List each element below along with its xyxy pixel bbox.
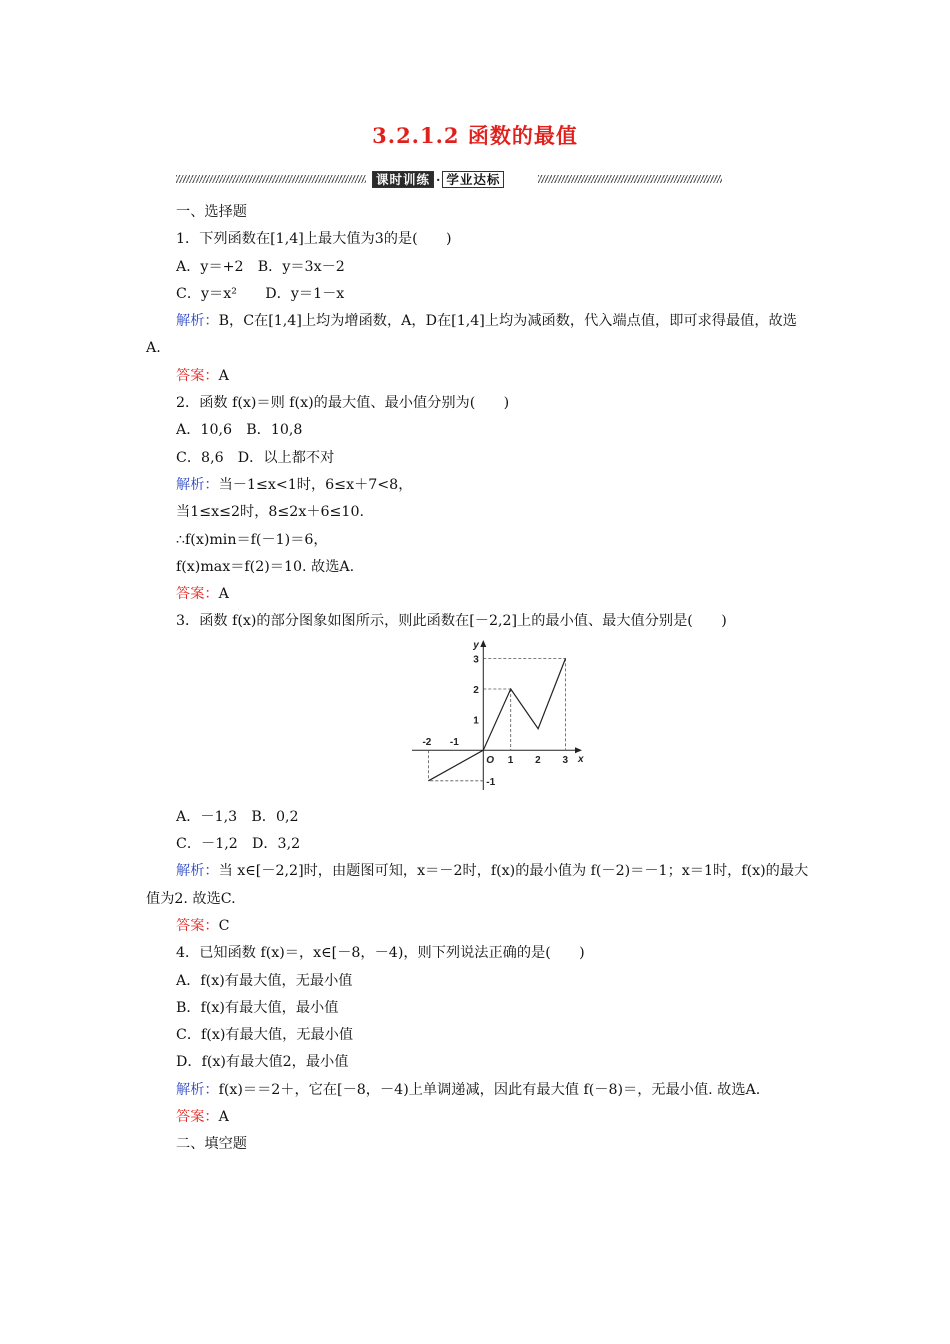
analysis-label: 解析： — [176, 476, 219, 493]
question-4: 4．已知函数 f(x)＝，x∈[－8，－4)，则下列说法正确的是( ) — [176, 945, 585, 962]
function-graph-svg — [412, 640, 582, 790]
banner-tag-lesson: 课时训练 — [372, 171, 434, 188]
answer-text: A — [218, 586, 229, 603]
banner-dot: · — [436, 171, 441, 187]
q3-options-cd: C．－1,2 D．3,2 — [176, 836, 301, 853]
answer-label: 答案： — [176, 367, 219, 384]
answer-label: 答案： — [176, 917, 219, 934]
q1-options-ab: A．y＝+2 B．y＝3x－2 — [176, 258, 345, 275]
x-tick-label: -1 — [449, 736, 459, 748]
section-heading: 一、选择题 — [176, 204, 247, 220]
banner-hatch-right — [538, 175, 722, 183]
x-tick-label: 3 — [562, 754, 569, 766]
x-axis-arrow — [575, 747, 582, 753]
function-graph — [146, 640, 810, 796]
answer-text: A — [218, 1109, 229, 1126]
q2-options-ab: A．10,6 B．10,8 — [176, 422, 303, 439]
x-tick-label: 1 — [507, 754, 514, 766]
q3-options-ab: A．－1,3 B．0,2 — [176, 808, 299, 825]
analysis-text: 当－1≤x<1时，6≤x＋7<8， — [218, 476, 413, 493]
q3-answer — [146, 913, 810, 940]
banner-tag-standard: 学业达标 — [442, 171, 504, 188]
x-tick-label: -2 — [422, 736, 432, 748]
question-3: 3．函数 f(x)的部分图象如图所示，则此函数在[－2,2]上的最小值、最大值分别是( ) — [176, 613, 727, 630]
q2-analysis-line-3: ∴f(x)min＝f(－1)＝6， — [176, 531, 328, 548]
q4-option-c: C．f(x)有最大值，无最小值 — [176, 1027, 354, 1044]
banner-tag — [372, 170, 504, 188]
y-tick-label: 1 — [473, 715, 479, 727]
q2-analysis — [146, 472, 810, 499]
q1-answer — [146, 363, 810, 390]
q4-option-a: A．f(x)有最大值，无最小值 — [176, 972, 353, 989]
x-tick-label: 2 — [535, 754, 541, 766]
question-2: 2．函数 f(x)＝则 f(x)的最大值、最小值分别为( ) — [176, 395, 510, 412]
answer-text: C — [218, 917, 230, 934]
question-1: 1．下列函数在[1,4]上最大值为3的是( ) — [176, 231, 452, 248]
y-tick-label: -1 — [486, 776, 496, 788]
q2-analysis-line-4: f(x)max＝f(2)＝10. 故选A. — [176, 558, 355, 575]
exercise-content — [146, 199, 810, 1159]
analysis-text: f(x)＝＝2＋，它在[－8，－4)上单调递减，因此有最大值 f(－8)＝，无最小值. 故选A. — [218, 1081, 761, 1098]
y-axis-label: y — [473, 639, 479, 651]
q2-analysis-line-2: 当1≤x≤2时，8≤2x＋6≤10. — [176, 504, 364, 521]
answer-label: 答案： — [176, 586, 219, 603]
q1-analysis — [146, 308, 810, 363]
y-axis-arrow — [480, 640, 486, 647]
analysis-text: 当 x∈[－2,2]时，由题图可知，x＝－2时，f(x)的最小值为 f(－2)＝－1；x＝1时，f(x)的最大值为2. 故选C. — [146, 863, 809, 907]
section-banner — [176, 170, 722, 188]
origin-label: O — [486, 754, 495, 766]
q4-option-d: D．f(x)有最大值2，最小值 — [176, 1054, 349, 1071]
banner-hatch-left — [176, 175, 366, 183]
q4-option-b: B．f(x)有最大值，最小值 — [176, 999, 339, 1016]
y-tick-label: 3 — [473, 654, 479, 666]
q4-answer — [146, 1104, 810, 1131]
analysis-label: 解析： — [176, 863, 219, 880]
q3-analysis — [146, 858, 810, 913]
analysis-text: B，C在[1,4]上均为增函数，A，D在[1,4]上均为减函数，代入端点值，即可求得最值，故选A. — [146, 313, 797, 357]
section-heading-2: 二、填空题 — [176, 1136, 247, 1153]
q4-analysis — [146, 1077, 810, 1104]
page-title: 3.2.1.2 函数的最值 — [372, 123, 578, 148]
q2-answer — [146, 581, 810, 608]
q2-options-cd: C．8,6 D．以上都不对 — [176, 449, 335, 466]
x-axis-label: x — [578, 753, 584, 765]
analysis-label: 解析： — [176, 313, 219, 330]
answer-text: A — [218, 367, 229, 384]
y-tick-label: 2 — [473, 684, 479, 696]
function-curve — [428, 658, 565, 780]
q1-options-cd: C．y＝x² D．y＝1－x — [176, 285, 345, 302]
analysis-label: 解析： — [176, 1081, 219, 1098]
answer-label: 答案： — [176, 1109, 219, 1126]
